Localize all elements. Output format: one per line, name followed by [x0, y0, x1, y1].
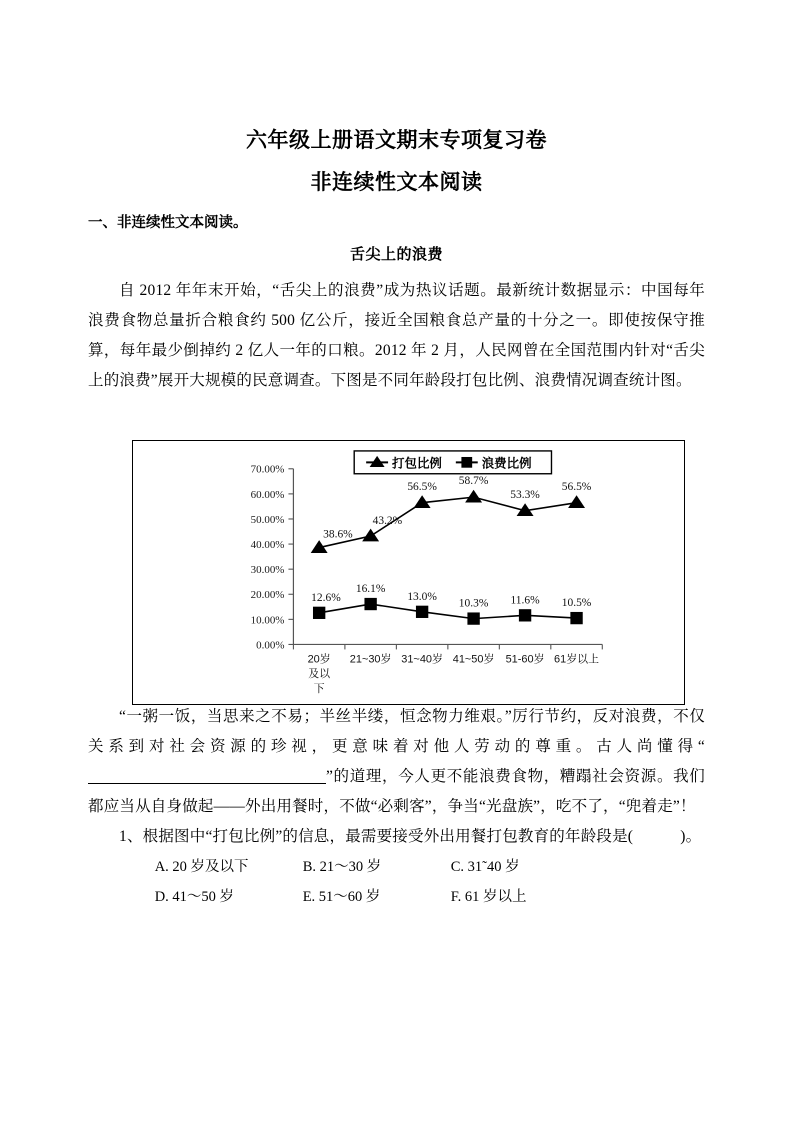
marker-square: [416, 606, 428, 618]
data-label: 56.5%: [407, 480, 437, 493]
data-label: 16.1%: [355, 583, 386, 596]
marker-square: [467, 612, 479, 624]
legend-label-1: 打包比例: [392, 456, 442, 471]
legend-label-2: 浪费比例: [481, 456, 532, 471]
page-title: 六年级上册语文期末专项复习卷: [246, 129, 547, 152]
passage-title: 舌尖上的浪费: [349, 246, 443, 264]
survey-chart: [132, 440, 685, 705]
data-label: 10.5%: [561, 597, 592, 610]
options-row-2: [88, 882, 705, 912]
marker-square: [313, 607, 325, 619]
question-1: 1、根据图中“打包比例”的信息，最需要接受外出用餐打包教育的年龄段是( )。: [119, 828, 702, 846]
section-heading: 一、非连续性文本阅读。: [88, 215, 248, 231]
y-tick-label: 0.00%: [256, 639, 285, 652]
marker-square: [570, 612, 582, 624]
marker-square: [519, 609, 531, 621]
option-c[interactable]: C. 31˜40 岁: [450, 859, 520, 876]
data-label: 38.6%: [323, 528, 353, 541]
marker-triangle: [362, 529, 379, 542]
y-tick-label: 30.00%: [250, 564, 285, 577]
data-label: 43.2%: [372, 515, 403, 528]
data-label: 11.6%: [510, 594, 540, 607]
series-line-1: [319, 497, 576, 547]
y-tick-label: 70.00%: [250, 463, 285, 476]
option-d[interactable]: D. 41～50 岁: [154, 889, 235, 906]
chart-canvas: [133, 441, 684, 704]
data-label: 10.3%: [458, 597, 489, 610]
data-label: 56.5%: [561, 480, 592, 493]
y-tick-label: 60.00%: [250, 488, 285, 501]
option-a[interactable]: A. 20 岁及以下: [154, 859, 249, 876]
y-tick-label: 10.00%: [250, 614, 285, 627]
option-f[interactable]: F. 61 岁以上: [450, 889, 527, 906]
data-label: 13.0%: [407, 590, 437, 603]
data-label: 58.7%: [458, 475, 489, 488]
marker-square: [364, 598, 376, 610]
option-e[interactable]: E. 51～60 岁: [302, 889, 381, 906]
paragraph-intro: 自 2012 年年末开始，“舌尖上的浪费”成为热议话题。最新统计数据显示：中国每年浪费食物总量折合粮食约 500 亿公斤，接近全国粮食总产量的十分之一。即使按保守推算，每年最少倒掉约 2 亿人一年的口粮。2012 年 2 月，人民网曾在全国范围内针对“舌尖上的浪费”展开大规模的民意调查。下图是不同年龄段打包比例、浪费情况调查统计图。: [88, 282, 705, 390]
x-axis-label: 51-60岁: [505, 653, 545, 666]
marker-triangle: [465, 490, 482, 503]
legend-marker-square: [461, 457, 472, 468]
y-tick-label: 50.00%: [250, 513, 285, 526]
y-tick-label: 20.00%: [250, 589, 285, 602]
data-label: 53.3%: [510, 488, 540, 501]
x-axis-label: 61岁以上: [554, 653, 600, 666]
page-subtitle: 非连续性文本阅读: [310, 171, 483, 194]
data-label: 12.6%: [311, 591, 341, 604]
options-row-1: [88, 852, 705, 882]
x-axis-label: 31~40岁: [401, 653, 443, 666]
x-axis-label: 41~50岁: [452, 653, 495, 666]
y-tick-label: 40.00%: [250, 539, 285, 552]
marker-triangle: [568, 495, 585, 508]
x-axis-label: 21~30岁: [349, 653, 392, 666]
fill-in-blank[interactable]: [88, 783, 326, 784]
option-b[interactable]: B. 21～30 岁: [302, 859, 382, 876]
x-axis-label: 20岁及以下: [307, 653, 331, 696]
paragraph-quote: [88, 702, 705, 822]
quote-text-after: ”的道理，今人更不能浪费食物，糟蹋社会资源。我们都应当从自身做起——外出用餐时，不做“必剩客”，争当“光盘族”，吃不了，“兜着走”！: [88, 768, 705, 816]
quote-text-before: “一粥一饭，当思来之不易；半丝半缕，恒念物力维艰。”厉行节约，反对浪费，不仅关系到对社会资源的珍视，更意味着对他人劳动的尊重。古人尚懂得“: [88, 708, 705, 756]
